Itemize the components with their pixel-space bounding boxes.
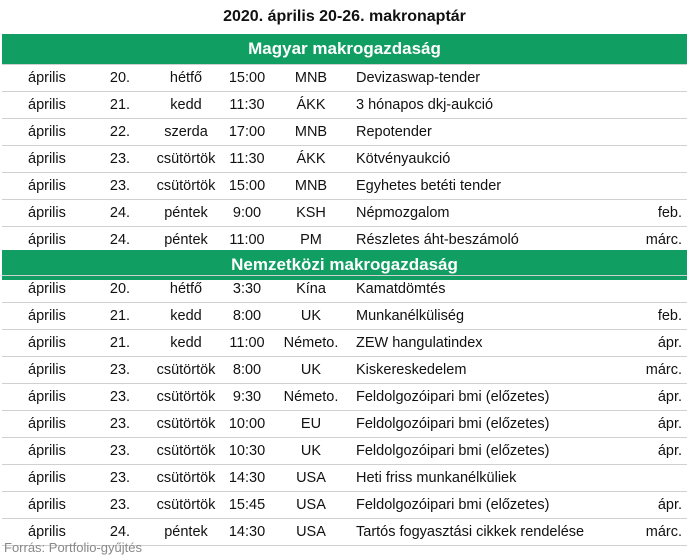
row-time: 15:00: [228, 178, 266, 194]
row-weekday: péntek: [164, 524, 208, 540]
row-event: ZEW hangulatindex: [356, 335, 483, 351]
table-row: [2, 411, 687, 438]
row-day: 23.: [109, 178, 131, 194]
row-month: április: [28, 443, 66, 459]
row-event: Heti friss munkanélküliek: [356, 470, 517, 486]
row-month: április: [28, 470, 66, 486]
row-event: Feldolgozóipari bmi (előzetes): [356, 389, 550, 405]
row-period: márc.: [645, 232, 682, 248]
row-month: április: [28, 335, 66, 351]
row-day: 21.: [109, 335, 131, 351]
row-period: ápr.: [657, 443, 682, 459]
table-row: [2, 119, 687, 146]
table-row: [2, 64, 687, 92]
row-day: 24.: [109, 232, 131, 248]
international-rows: [2, 275, 687, 546]
row-source: Németo.: [283, 335, 339, 351]
row-event: Feldolgozóipari bmi (előzetes): [356, 443, 550, 459]
row-source: ÁKK: [296, 97, 326, 113]
row-day: 22.: [109, 124, 131, 140]
table-row: [2, 303, 687, 330]
row-day: 21.: [109, 97, 131, 113]
row-month: április: [28, 362, 66, 378]
row-day: 23.: [109, 416, 131, 432]
row-month: április: [28, 205, 66, 221]
row-month: április: [28, 389, 66, 405]
row-time: 15:00: [228, 70, 266, 86]
table-row: [2, 146, 687, 173]
source-note: Forrás: Portfolio-gyűjtés: [4, 540, 142, 555]
row-time: 9:30: [232, 389, 262, 405]
row-time: 9:00: [232, 205, 262, 221]
row-day: 23.: [109, 470, 131, 486]
row-period: feb.: [657, 205, 682, 221]
row-event: Tartós fogyasztási cikkek rendelése: [356, 524, 585, 540]
row-month: április: [28, 497, 66, 513]
row-weekday: kedd: [170, 335, 202, 351]
row-source: KSH: [296, 205, 326, 221]
row-source: Kína: [296, 281, 326, 297]
row-day: 24.: [109, 205, 131, 221]
row-month: április: [28, 308, 66, 324]
row-weekday: csütörtök: [156, 178, 216, 194]
row-source: USA: [296, 524, 326, 540]
row-day: 23.: [109, 151, 131, 167]
table-row: [2, 384, 687, 411]
hungarian-rows: [2, 64, 687, 254]
row-period: márc.: [645, 524, 682, 540]
row-weekday: hétfő: [169, 281, 203, 297]
table-row: [2, 492, 687, 519]
table-row: [2, 438, 687, 465]
row-weekday: szerda: [164, 124, 208, 140]
row-event: Kiskereskedelem: [356, 362, 467, 378]
row-month: április: [28, 416, 66, 432]
row-time: 11:00: [229, 232, 265, 248]
row-source: MNB: [294, 70, 328, 86]
row-day: 21.: [109, 308, 131, 324]
row-period: ápr.: [657, 389, 682, 405]
row-day: 23.: [109, 362, 131, 378]
row-month: április: [28, 151, 66, 167]
row-weekday: csütörtök: [156, 151, 216, 167]
row-day: 24.: [109, 524, 131, 540]
row-month: április: [28, 232, 66, 248]
table-row: [2, 330, 687, 357]
row-month: április: [28, 70, 66, 86]
table-row: [2, 200, 687, 227]
row-event: 3 hónapos dkj-aukció: [356, 97, 494, 113]
table-row: [2, 357, 687, 384]
section-header-hungarian: Magyar makrogazdaság: [2, 34, 687, 64]
row-weekday: péntek: [164, 232, 208, 248]
row-time: 10:30: [228, 443, 266, 459]
row-event: Repotender: [356, 124, 432, 140]
row-source: ÁKK: [296, 151, 326, 167]
row-time: 15:45: [228, 497, 266, 513]
row-month: április: [28, 524, 66, 540]
row-source: EU: [300, 416, 322, 432]
table-row: [2, 173, 687, 200]
row-event: Munkanélküliség: [356, 308, 465, 324]
row-event: Kötvényaukció: [356, 151, 451, 167]
row-source: MNB: [294, 178, 328, 194]
row-weekday: kedd: [170, 97, 202, 113]
row-period: feb.: [657, 308, 682, 324]
row-day: 23.: [109, 389, 131, 405]
row-time: 14:30: [228, 470, 266, 486]
row-time: 11:30: [229, 151, 265, 167]
row-weekday: csütörtök: [156, 497, 216, 513]
row-month: április: [28, 124, 66, 140]
row-time: 8:00: [232, 308, 262, 324]
row-source: USA: [296, 470, 326, 486]
row-weekday: csütörtök: [156, 389, 216, 405]
row-month: április: [28, 281, 66, 297]
row-source: UK: [300, 443, 322, 459]
row-time: 11:30: [229, 97, 265, 113]
row-month: április: [28, 178, 66, 194]
row-weekday: csütörtök: [156, 443, 216, 459]
row-event: Népmozgalom: [356, 205, 450, 221]
row-time: 8:00: [232, 362, 262, 378]
row-time: 17:00: [228, 124, 266, 140]
table-row: [2, 465, 687, 492]
table-row: [2, 92, 687, 119]
row-event: Egyhetes betéti tender: [356, 178, 502, 194]
row-weekday: csütörtök: [156, 470, 216, 486]
row-event: Kamatdömtés: [356, 281, 446, 297]
row-event: Devizaswap-tender: [356, 70, 481, 86]
row-day: 20.: [109, 70, 131, 86]
row-source: USA: [296, 497, 326, 513]
row-period: ápr.: [657, 335, 682, 351]
row-weekday: csütörtök: [156, 416, 216, 432]
row-time: 11:00: [229, 335, 265, 351]
row-source: UK: [300, 362, 322, 378]
row-source: PM: [300, 232, 322, 248]
row-period: ápr.: [657, 497, 682, 513]
row-time: 3:30: [232, 281, 262, 297]
row-period: ápr.: [657, 416, 682, 432]
row-source: UK: [300, 308, 322, 324]
row-day: 23.: [109, 497, 131, 513]
row-day: 20.: [109, 281, 131, 297]
section-header-international: Nemzetközi makrogazdaság: [2, 250, 687, 280]
row-event: Részletes áht-beszámoló: [356, 232, 519, 248]
row-weekday: csütörtök: [156, 362, 216, 378]
table-row: [2, 275, 687, 303]
row-event: Feldolgozóipari bmi (előzetes): [356, 416, 550, 432]
row-source: Németo.: [283, 389, 339, 405]
row-weekday: hétfő: [169, 70, 203, 86]
page-title: 2020. április 20-26. makronaptár: [223, 8, 466, 25]
row-source: MNB: [294, 124, 328, 140]
row-weekday: péntek: [164, 205, 208, 221]
row-month: április: [28, 97, 66, 113]
row-event: Feldolgozóipari bmi (előzetes): [356, 497, 550, 513]
row-time: 14:30: [228, 524, 266, 540]
row-time: 10:00: [228, 416, 266, 432]
row-period: márc.: [645, 362, 682, 378]
row-day: 23.: [109, 443, 131, 459]
row-weekday: kedd: [170, 308, 202, 324]
